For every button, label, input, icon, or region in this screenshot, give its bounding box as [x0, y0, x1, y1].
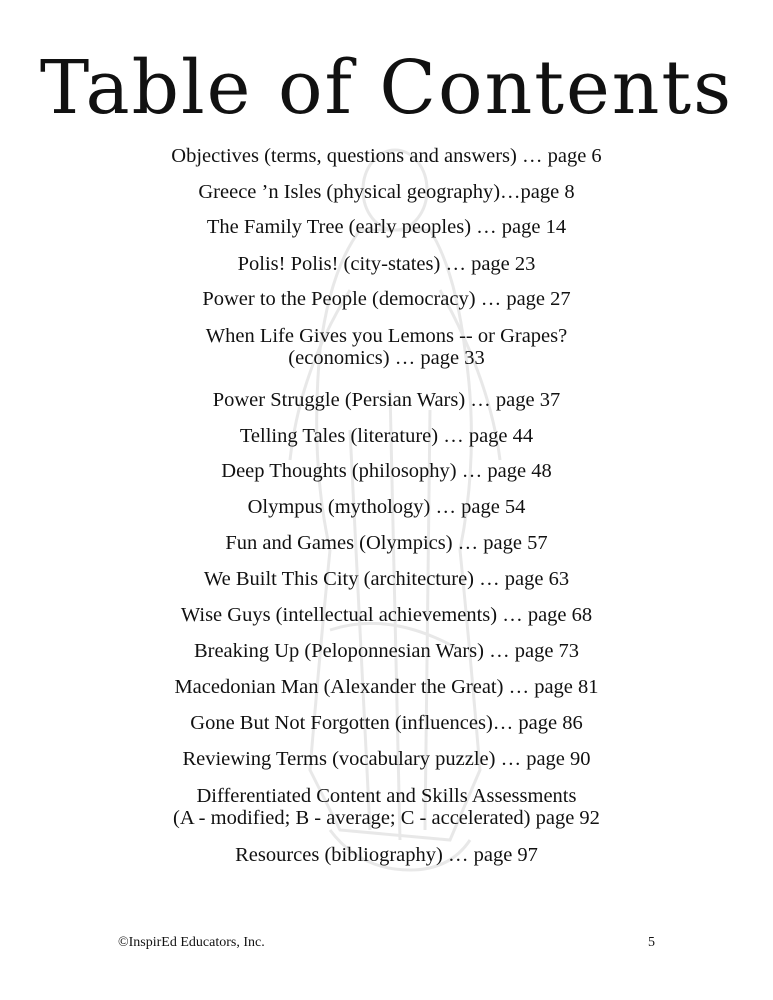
toc-entry-line: Gone But Not Forgotten (influences)… page 86 — [190, 712, 583, 734]
toc-entry-line: We Built This City (architecture) … page 63 — [203, 568, 570, 590]
toc-entry-line: Resources (bibliography) … page 97 — [235, 844, 538, 866]
toc-entry-line: Olympus (mythology) … page 54 — [247, 496, 526, 518]
toc-entry — [0, 640, 773, 662]
toc-entry-line: Power to the People (democracy) … page 27 — [202, 288, 571, 310]
toc-entry — [0, 325, 773, 369]
toc-entry-line: Deep Thoughts (philosophy) … page 48 — [221, 460, 552, 482]
toc-entry-line: Breaking Up (Peloponnesian Wars) … page 73 — [193, 640, 580, 662]
toc-entry — [0, 288, 773, 310]
toc-entry-line: (A - modified; B - average; C - accelerated) page 92 — [173, 807, 600, 829]
toc-entry-line: Objectives (terms, questions and answers) … page 6 — [171, 145, 602, 167]
toc-entry-line: Polis! Polis! (city-states) … page 23 — [237, 253, 536, 275]
toc-entry-line: Macedonian Man (Alexander the Great) … page 81 — [174, 676, 599, 698]
toc-entry — [0, 216, 773, 238]
toc-entry-line: Fun and Games (Olympics) … page 57 — [225, 532, 548, 554]
toc-entry — [0, 676, 773, 698]
toc-entry-line: Wise Guys (intellectual achievements) … page 68 — [180, 604, 593, 626]
toc-entry — [0, 785, 773, 829]
toc-entry — [0, 604, 773, 626]
toc-entry — [0, 568, 773, 590]
toc-entry — [0, 181, 773, 203]
toc-entry — [0, 145, 773, 167]
toc-entry-line: Telling Tales (literature) … page 44 — [239, 425, 534, 447]
toc-entry-line: Differentiated Content and Skills Assessments — [196, 785, 577, 807]
toc-entry-line: Reviewing Terms (vocabulary puzzle) … page 90 — [182, 748, 591, 770]
toc-entry — [0, 844, 773, 866]
toc-entry-line: Greece ’n Isles (physical geography)…page 8 — [198, 181, 575, 203]
toc-entry — [0, 425, 773, 447]
footer-page-number: 5 — [648, 935, 655, 950]
toc-entry — [0, 496, 773, 518]
toc-entry — [0, 532, 773, 554]
toc-entry-line: When Life Gives you Lemons -- or Grapes? — [205, 325, 568, 347]
toc-entry — [0, 253, 773, 275]
toc-entry-line: Power Struggle (Persian Wars) … page 37 — [212, 389, 561, 411]
toc-entry — [0, 389, 773, 411]
toc-entry-line: The Family Tree (early peoples) … page 14 — [206, 216, 567, 238]
footer-copyright: ©InspirEd Educators, Inc. — [118, 935, 265, 950]
toc-entry — [0, 460, 773, 482]
toc-entry — [0, 712, 773, 734]
toc-entry-line: (economics) … page 33 — [288, 347, 485, 369]
page-title: Table of Contents — [39, 45, 734, 131]
toc-entry — [0, 748, 773, 770]
